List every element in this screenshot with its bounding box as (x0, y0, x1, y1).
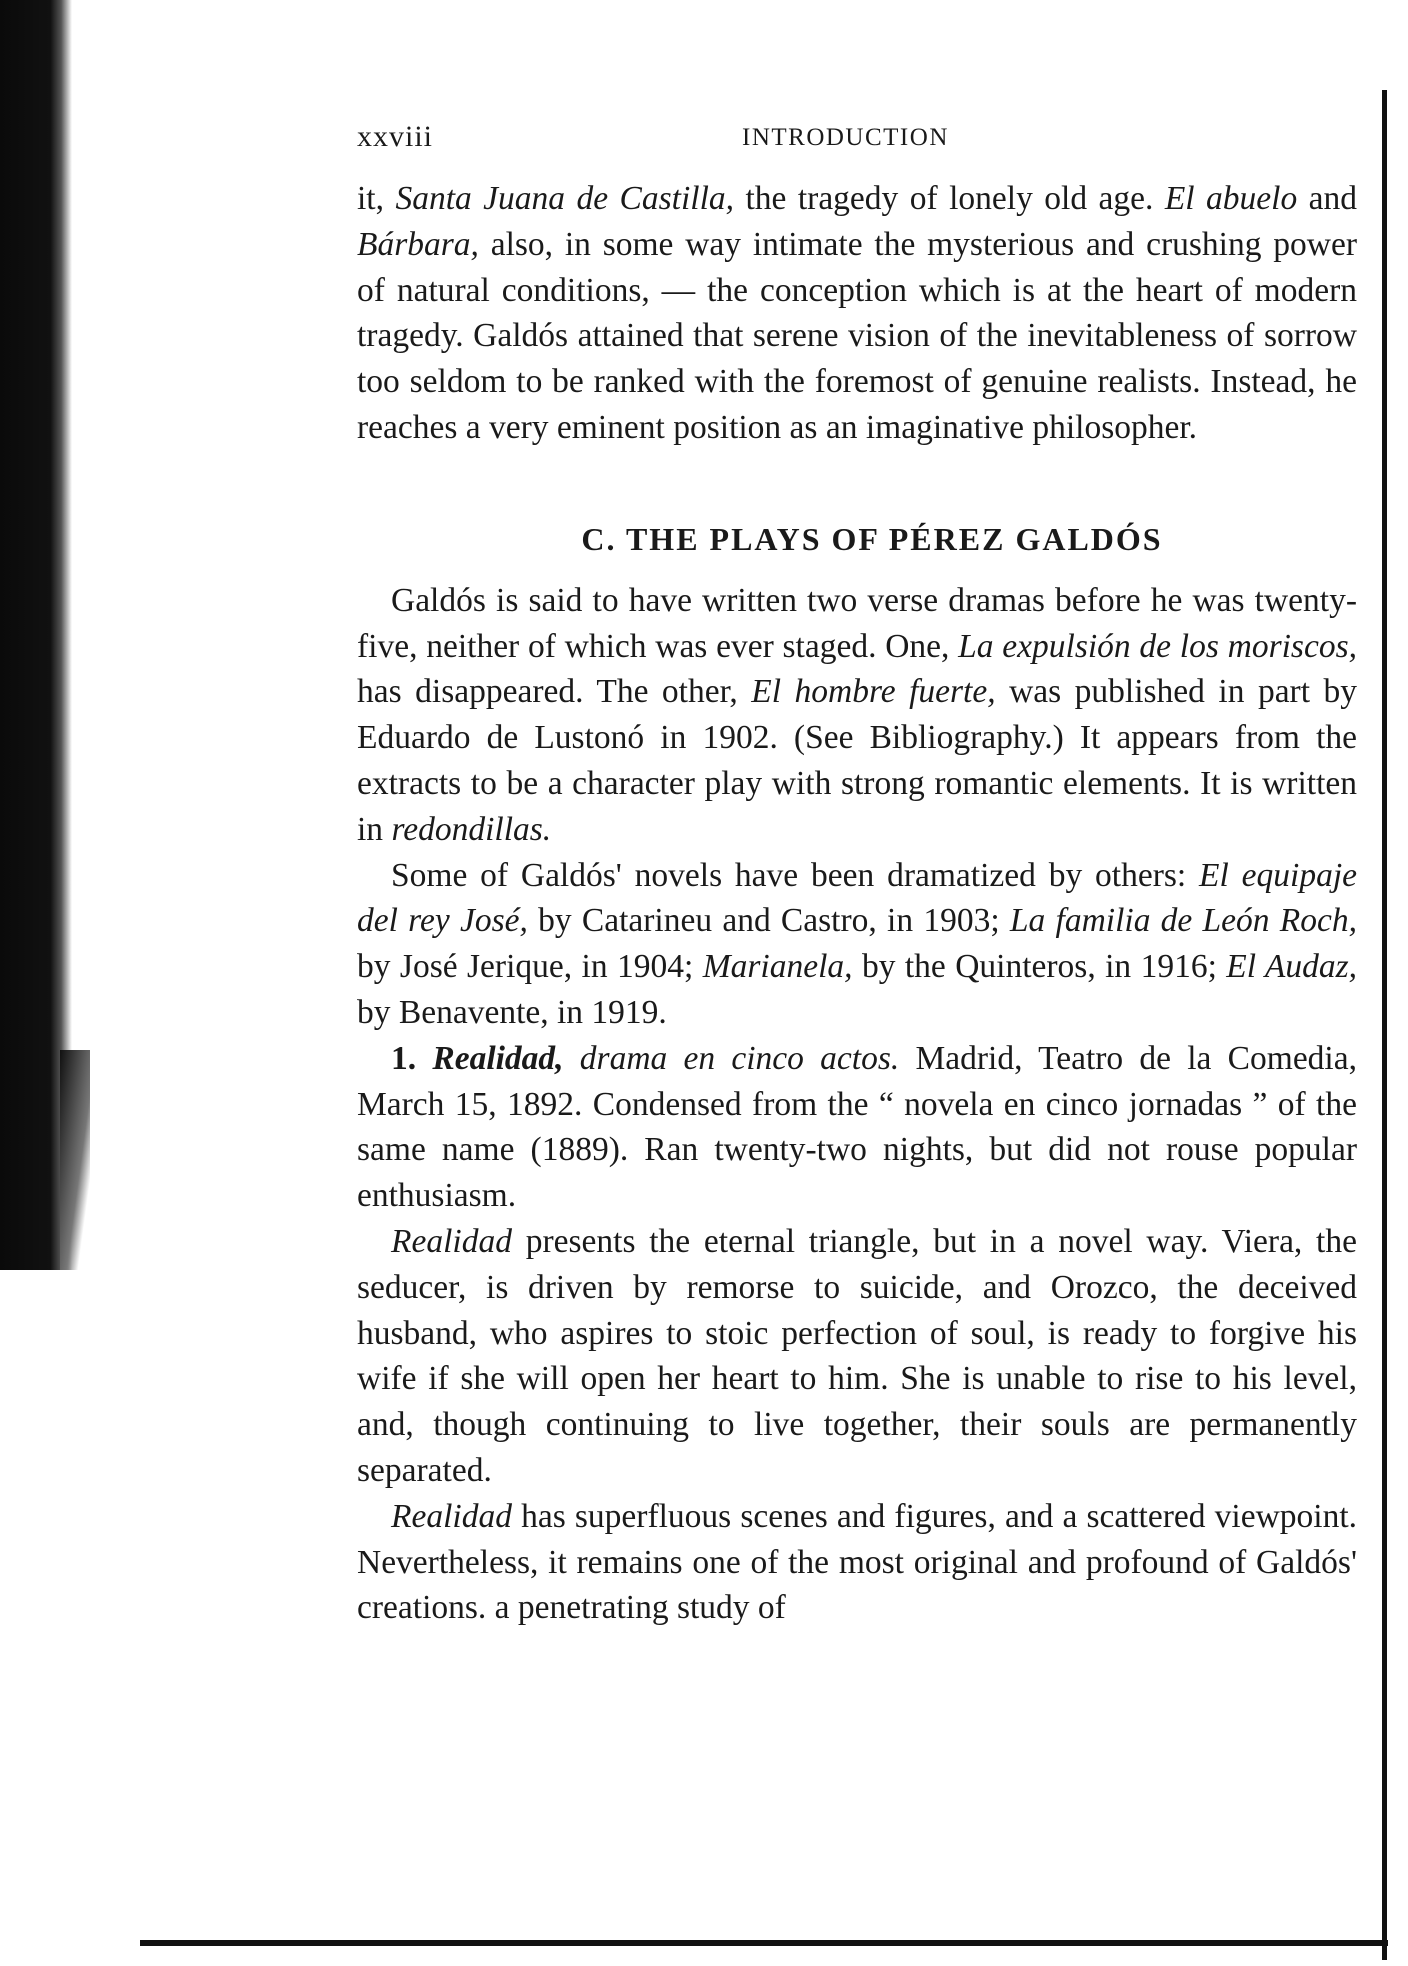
paragraph-dramatized-novels: Some of Galdós' novels have been dramatized by others: El equipaje del rey José, by Catarineu and Castro, in 1903; La familia de León Roch, by José Jerique, in 1904; Marianela, by the Quinteros, in 1916; El Audaz, by Benavente, in 1919. (357, 856, 1358, 1031)
running-head (357, 120, 1357, 160)
paragraph-realidad-plot: Realidad presents the eternal triangle, but in a novel way. Viera, the seducer, is driven by remorse to suicide, and Orozco, the deceived husband, who aspires to stoic perfection of soul, is ready to forgive his wife if she will open her heart to him. She is unable to rise to his level, and, though continuing to live together, their souls are permanently separated. (357, 1222, 1357, 1489)
paragraph-continued: it, Santa Juana de Castilla, the tragedy of lonely old age. El abuelo and Bárbara, also, in some way intimate the mysterious and crushing power of natural conditions, — the conception which is at the heart of modern tragedy. Galdós attained that serene vision of the inevitableness of sorrow too seldom to be ranked with the foremost of genuine realists. Instead, he reaches a very eminent position as an imaginative philosopher. (357, 180, 1358, 446)
page-edge-bottom (140, 1940, 1388, 1946)
paragraph-realidad-critique: Realidad has superfluous scenes and figures, and a scattered viewpoint. Nevertheless, it remains one of the most original and profound of Galdós' creations. a penetrating study of (357, 1497, 1357, 1627)
paragraph-verse-dramas: Galdós is said to have written two verse dramas before he was twenty-five, neither of which was ever staged. One, La expulsión de los moriscos, has disappeared. The other, El hombre fuerte, was published in part by Eduardo de Lustonó in 1902. (See Bibliography.) It appears from the extracts to be a character play with strong romantic elements. It is written in redondillas. (357, 581, 1357, 848)
running-title: INTRODUCTION (742, 124, 949, 151)
book-page (357, 120, 1357, 1631)
page-number: xxviii (357, 120, 434, 153)
book-binding-shadow (0, 0, 72, 1270)
section-heading: C. THE PLAYS OF PÉREZ GALDÓS (581, 520, 1163, 557)
paragraph-realidad-entry: 1. Realidad, drama en cinco actos. Madrid, Teatro de la Comedia, March 15, 1892. Condensed from the “ novela en cinco jornadas ” of the same name (1889). Ran twenty-two nights, but did not rouse popular enthusiasm. (357, 1039, 1357, 1215)
page-edge-right (1382, 90, 1387, 1960)
